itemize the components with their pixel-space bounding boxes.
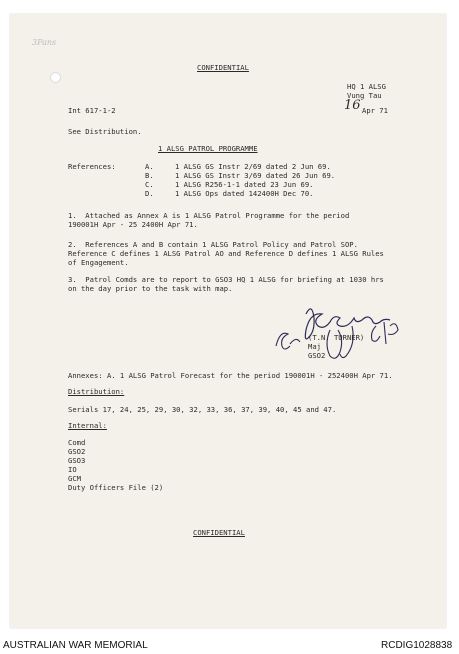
internal-label: Internal: — [68, 421, 107, 430]
location: Vung Tau — [347, 91, 382, 100]
addressee: See Distribution. — [68, 127, 142, 136]
pencil-note: 3Pans — [32, 38, 57, 47]
paragraph-2-line: Reference C defines 1 ALSG Patrol AO and Reference D defines 1 ALSG Rules — [68, 249, 384, 258]
internal-item: Duty Officers File (2) — [68, 483, 164, 492]
date-day: 16 — [344, 98, 361, 113]
reference-text: 1 ALSG GS Instr 3/69 dated 26 Jun 69. — [175, 171, 336, 180]
reference-letter: D. — [145, 189, 154, 198]
file-reference: Int 617-1-2 — [68, 106, 116, 115]
distribution-serials: Serials 17, 24, 25, 29, 30, 32, 33, 36, 37, 39, 40, 45 and 47. — [68, 405, 337, 414]
internal-item: GCM — [68, 474, 81, 483]
date-month: Apr 71 — [362, 106, 388, 115]
reference-text: 1 ALSG R256-1-1 dated 23 Jun 69. — [175, 180, 314, 189]
signatory-appointment: GSO2 — [308, 351, 326, 360]
paragraph-1-line: 190001H Apr - 25 2400H Apr 71. — [68, 220, 198, 229]
archive-institution: AUSTRALIAN WAR MEMORIAL — [3, 640, 148, 651]
paragraph-2-line: of Engagement. — [68, 258, 129, 267]
reference-letter: A. — [145, 162, 154, 171]
paragraph-1-line: 1. Attached as Annex A is 1 ALSG Patrol Programme for the period — [68, 211, 350, 220]
paragraph-2-line: 2. References A and B contain 1 ALSG Patrol Policy and Patrol SOP. — [68, 240, 358, 249]
archive-reference: RCDIG1028838 — [381, 640, 453, 651]
reference-letter: C. — [145, 180, 154, 189]
classification-top: CONFIDENTIAL — [197, 63, 249, 72]
signatory-name: (T.N. TURNER) — [308, 333, 365, 342]
references-label: References: — [68, 162, 116, 171]
signatory-rank: Maj — [308, 342, 321, 351]
annexes: Annexes: A. 1 ALSG Patrol Forecast for the period 190001H - 252400H Apr 71. — [68, 371, 393, 380]
paragraph-3-line: on the day prior to the task with map. — [68, 284, 233, 293]
punch-hole — [50, 72, 61, 83]
reference-letter: B. — [145, 171, 154, 180]
distribution-label: Distribution: — [68, 387, 125, 396]
reference-text: 1 ALSG Ops dated 142400H Dec 70. — [175, 189, 314, 198]
internal-item: GSO3 — [68, 456, 86, 465]
paragraph-3-line: 3. Patrol Comds are to report to GSO3 HQ 1 ALSG for briefing at 1030 hrs — [68, 275, 384, 284]
reference-text: 1 ALSG GS Instr 2/69 dated 2 Jun 69. — [175, 162, 331, 171]
document-title: 1 ALSG PATROL PROGRAMME — [158, 144, 258, 153]
classification-bottom: CONFIDENTIAL — [193, 528, 245, 537]
internal-item: Comd — [68, 438, 86, 447]
internal-item: IO — [68, 465, 77, 474]
internal-item: GSO2 — [68, 447, 86, 456]
unit-header: HQ 1 ALSG — [347, 82, 386, 91]
